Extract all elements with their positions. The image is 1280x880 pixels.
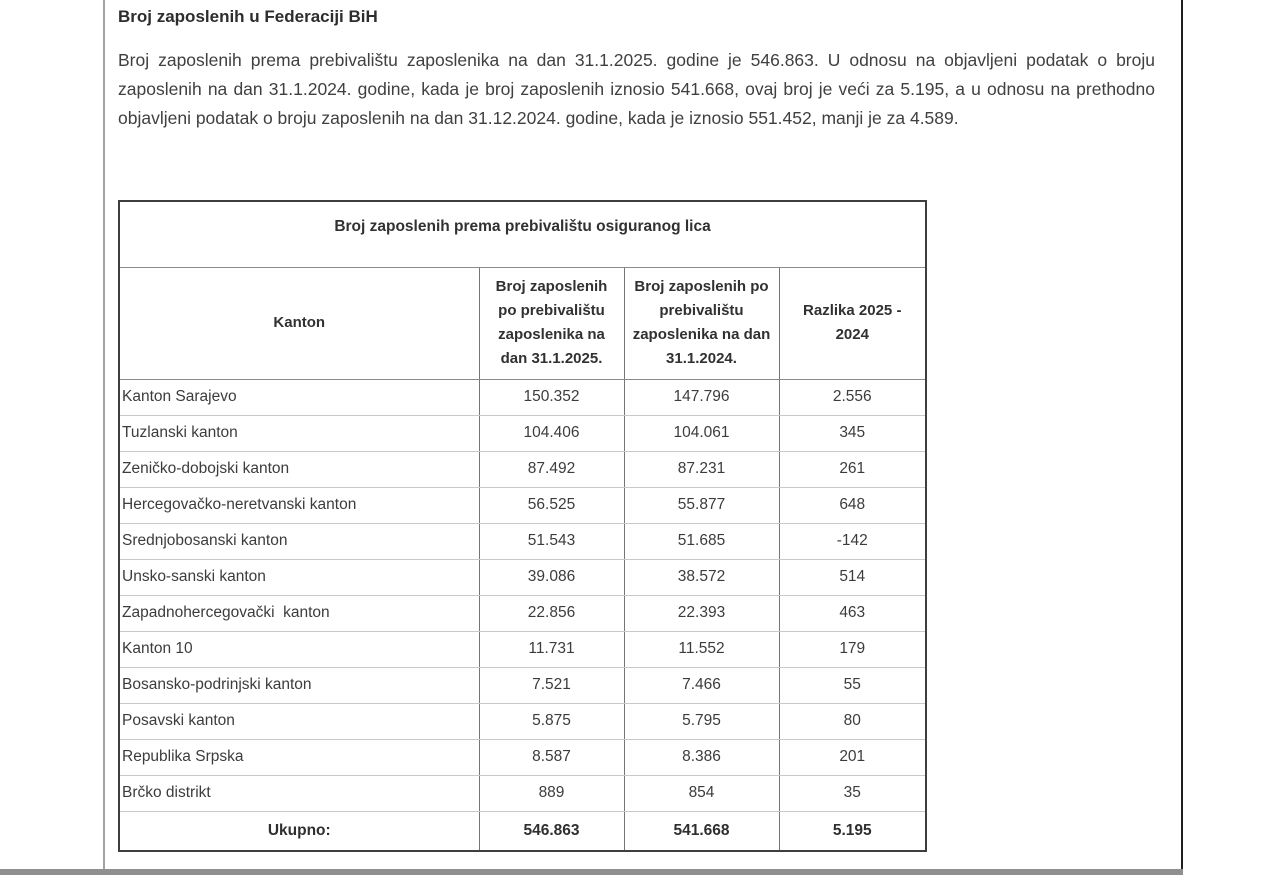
razlika-cell: 80 [779, 703, 926, 739]
value-2025-cell: 11.731 [479, 631, 624, 667]
value-2025-cell: 8.587 [479, 739, 624, 775]
table-row [119, 775, 926, 811]
value-2024-cell: 38.572 [624, 559, 779, 595]
value-2024-cell: 11.552 [624, 631, 779, 667]
value-2024-cell: 8.386 [624, 739, 779, 775]
razlika-cell: 261 [779, 451, 926, 487]
table-row [119, 739, 926, 775]
table-caption-row [119, 201, 926, 267]
column-header-razlika: Razlika 2025 - 2024 [779, 267, 926, 379]
value-2025-cell: 87.492 [479, 451, 624, 487]
table-row [119, 667, 926, 703]
employment-table [118, 200, 927, 852]
value-2024-cell: 51.685 [624, 523, 779, 559]
kanton-name-cell: Republika Srpska [119, 739, 479, 775]
table-header-row [119, 267, 926, 379]
value-2025-cell: 51.543 [479, 523, 624, 559]
razlika-cell: -142 [779, 523, 926, 559]
value-2025-cell: 5.875 [479, 703, 624, 739]
table-row [119, 487, 926, 523]
kanton-name-cell: Zapadnohercegovački kanton [119, 595, 479, 631]
page-edge-line-left [103, 0, 105, 872]
kanton-name-cell: Bosansko-podrinjski kanton [119, 667, 479, 703]
value-2024-cell: 87.231 [624, 451, 779, 487]
value-2025-cell: 56.525 [479, 487, 624, 523]
total-razlika-cell: 5.195 [779, 811, 926, 851]
razlika-cell: 55 [779, 667, 926, 703]
table-row [119, 631, 926, 667]
total-2024-cell: 541.668 [624, 811, 779, 851]
total-label: Ukupno: [119, 811, 479, 851]
kanton-name-cell: Kanton 10 [119, 631, 479, 667]
value-2024-cell: 5.795 [624, 703, 779, 739]
table-caption: Broj zaposlenih prema prebivalištu osiguranog lica [119, 201, 926, 267]
value-2024-cell: 854 [624, 775, 779, 811]
kanton-name-cell: Unsko-sanski kanton [119, 559, 479, 595]
table-row [119, 703, 926, 739]
value-2025-cell: 104.406 [479, 415, 624, 451]
intro-paragraph: Broj zaposlenih prema prebivalištu zaposlenika na dan 31.1.2025. godine je 546.863. U odnosu na objavljeni podatak o broju zaposlenih na dan 31.1.2024. godine, kada je broj zaposlenih iznosio 541.668, ovaj broj je veći za 5.195, a u odnosu na prethodno objavljeni podatak o broju zaposlenih na dan 31.12.2024. godine, kada je iznosio 551.452, manji je za 4.589. [118, 50, 1155, 128]
total-row [119, 811, 926, 851]
page-title: Broj zaposlenih u Federaciji BiH [118, 7, 378, 26]
table-row [119, 595, 926, 631]
page-edge-line-bottom [0, 869, 1183, 875]
table-row [119, 559, 926, 595]
table-row [119, 415, 926, 451]
value-2024-cell: 147.796 [624, 379, 779, 415]
razlika-cell: 35 [779, 775, 926, 811]
table-row [119, 379, 926, 415]
kanton-name-cell: Zeničko-dobojski kanton [119, 451, 479, 487]
kanton-name-cell: Kanton Sarajevo [119, 379, 479, 415]
razlika-cell: 648 [779, 487, 926, 523]
razlika-cell: 179 [779, 631, 926, 667]
value-2024-cell: 104.061 [624, 415, 779, 451]
value-2024-cell: 7.466 [624, 667, 779, 703]
razlika-cell: 345 [779, 415, 926, 451]
table-row [119, 451, 926, 487]
page-edge-line-right [1181, 0, 1183, 875]
razlika-cell: 463 [779, 595, 926, 631]
value-2025-cell: 150.352 [479, 379, 624, 415]
kanton-name-cell: Tuzlanski kanton [119, 415, 479, 451]
value-2024-cell: 22.393 [624, 595, 779, 631]
kanton-name-cell: Brčko distrikt [119, 775, 479, 811]
value-2025-cell: 39.086 [479, 559, 624, 595]
kanton-name-cell: Hercegovačko-neretvanski kanton [119, 487, 479, 523]
column-header-2024: Broj zaposlenih po prebivalištu zaposlenika na dan 31.1.2024. [624, 267, 779, 379]
kanton-name-cell: Srednjobosanski kanton [119, 523, 479, 559]
razlika-cell: 514 [779, 559, 926, 595]
kanton-name-cell: Posavski kanton [119, 703, 479, 739]
value-2025-cell: 22.856 [479, 595, 624, 631]
value-2025-cell: 889 [479, 775, 624, 811]
table-row [119, 523, 926, 559]
value-2025-cell: 7.521 [479, 667, 624, 703]
total-2025-cell: 546.863 [479, 811, 624, 851]
razlika-cell: 201 [779, 739, 926, 775]
column-header-kanton: Kanton [119, 267, 479, 379]
column-header-2025: Broj zaposlenih po prebivalištu zaposlenika na dan 31.1.2025. [479, 267, 624, 379]
razlika-cell: 2.556 [779, 379, 926, 415]
value-2024-cell: 55.877 [624, 487, 779, 523]
